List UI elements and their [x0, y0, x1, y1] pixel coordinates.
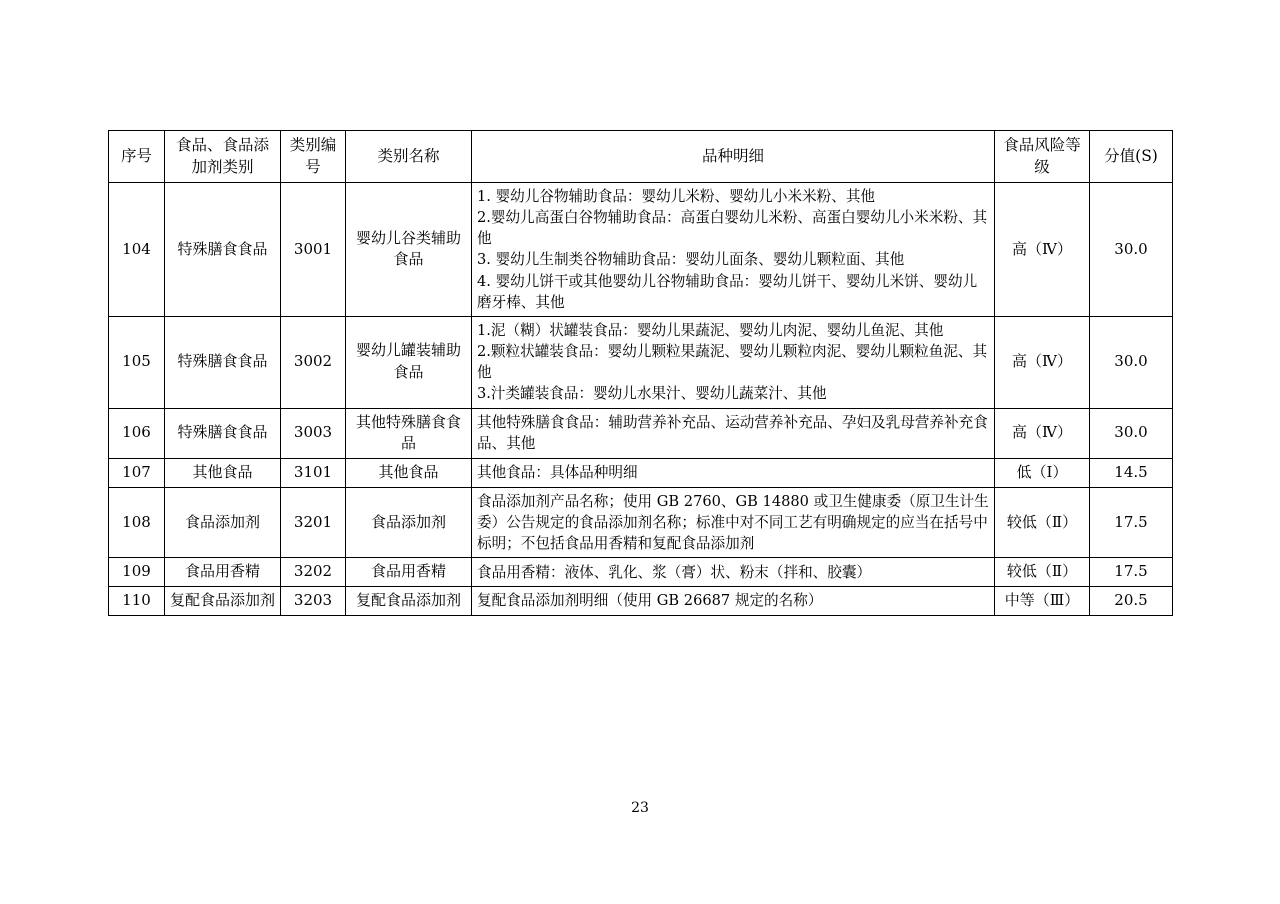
cell-code: 3003	[281, 408, 346, 459]
cell-code: 3202	[281, 558, 346, 587]
cell-detail	[472, 182, 995, 316]
table-body	[109, 182, 1173, 615]
detail-line: 4. 婴幼儿饼干或其他婴幼儿谷物辅助食品：婴幼儿饼干、婴幼儿米饼、婴幼儿磨牙棒、其他	[477, 272, 978, 311]
cell-score: 30.0	[1090, 408, 1173, 459]
cell-category: 食品用香精	[165, 558, 281, 587]
cell-code: 3002	[281, 316, 346, 408]
cell-score: 17.5	[1090, 487, 1173, 557]
cell-risk: 较低（Ⅱ）	[995, 487, 1090, 557]
table-row	[109, 558, 1173, 587]
detail-line: 食品添加剂产品名称；使用 GB 2760、GB 14880 或卫生健康委（原卫生计生委）公告规定的食品添加剂名称；标准中对不同工艺有明确规定的应当在括号中标明；不包括食品用香精和复配食品添加剂	[477, 492, 989, 553]
cell-detail	[472, 408, 995, 459]
cell-category-name: 婴幼儿谷类辅助食品	[346, 182, 472, 316]
cell-detail	[472, 586, 995, 615]
header-category: 食品、食品添加剂类别	[165, 131, 281, 183]
cell-category-name: 婴幼儿罐装辅助食品	[346, 316, 472, 408]
table-row	[109, 487, 1173, 557]
cell-risk: 较低（Ⅱ）	[995, 558, 1090, 587]
cell-score: 14.5	[1090, 459, 1173, 488]
cell-score: 30.0	[1090, 316, 1173, 408]
header-category-name: 类别名称	[346, 131, 472, 183]
food-category-table-container	[108, 130, 1172, 616]
cell-category: 其他食品	[165, 459, 281, 488]
food-category-table	[108, 130, 1173, 616]
detail-line: 1. 婴幼儿谷物辅助食品：婴幼儿米粉、婴幼儿小米米粉、其他	[477, 187, 876, 205]
table-row	[109, 182, 1173, 316]
detail-line: 其他食品：具体品种明细	[477, 464, 638, 482]
cell-category-name: 其他食品	[346, 459, 472, 488]
detail-line: 2.颗粒状罐装食品：婴幼儿颗粒果蔬泥、婴幼儿颗粒肉泥、婴幼儿颗粒鱼泥、其他	[477, 343, 988, 382]
cell-detail	[472, 459, 995, 488]
detail-line: 其他特殊膳食食品：辅助营养补充品、运动营养补充品、孕妇及乳母营养补充食品、其他	[477, 414, 988, 453]
cell-category: 食品添加剂	[165, 487, 281, 557]
cell-category: 特殊膳食食品	[165, 182, 281, 316]
cell-detail	[472, 316, 995, 408]
header-detail: 品种明细	[472, 131, 995, 183]
cell-code: 3201	[281, 487, 346, 557]
detail-line: 食品用香精：液体、乳化、浆（膏）状、粉末（拌和、胶囊）	[477, 563, 872, 581]
cell-category-name: 食品添加剂	[346, 487, 472, 557]
cell-score: 30.0	[1090, 182, 1173, 316]
cell-category-name: 其他特殊膳食食品	[346, 408, 472, 459]
table-row	[109, 459, 1173, 488]
cell-seq: 109	[109, 558, 165, 587]
cell-code: 3001	[281, 182, 346, 316]
cell-seq: 110	[109, 586, 165, 615]
cell-risk: 低（Ⅰ）	[995, 459, 1090, 488]
cell-detail	[472, 558, 995, 587]
cell-seq: 106	[109, 408, 165, 459]
cell-risk: 中等（Ⅲ）	[995, 586, 1090, 615]
cell-risk: 高（Ⅳ）	[995, 408, 1090, 459]
header-score: 分值(S)	[1090, 131, 1173, 183]
cell-seq: 108	[109, 487, 165, 557]
cell-seq: 105	[109, 316, 165, 408]
cell-category: 特殊膳食食品	[165, 408, 281, 459]
detail-line: 3. 婴幼儿生制类谷物辅助食品：婴幼儿面条、婴幼儿颗粒面、其他	[477, 251, 905, 269]
cell-risk: 高（Ⅳ）	[995, 316, 1090, 408]
header-seq: 序号	[109, 131, 165, 183]
cell-risk: 高（Ⅳ）	[995, 182, 1090, 316]
cell-category-name: 复配食品添加剂	[346, 586, 472, 615]
cell-code: 3203	[281, 586, 346, 615]
header-code: 类别编号	[281, 131, 346, 183]
detail-line: 3.汁类罐装食品：婴幼儿水果汁、婴幼儿蔬菜汁、其他	[477, 385, 827, 403]
table-row	[109, 408, 1173, 459]
cell-category-name: 食品用香精	[346, 558, 472, 587]
table-row	[109, 586, 1173, 615]
cell-seq: 104	[109, 182, 165, 316]
cell-category: 特殊膳食食品	[165, 316, 281, 408]
detail-line: 复配食品添加剂明细（使用 GB 26687 规定的名称）	[477, 592, 823, 610]
table-row	[109, 316, 1173, 408]
page-number: 23	[631, 800, 649, 816]
header-risk: 食品风险等级	[995, 131, 1090, 183]
cell-score: 20.5	[1090, 586, 1173, 615]
detail-line: 1.泥（糊）状罐装食品：婴幼儿果蔬泥、婴幼儿肉泥、婴幼儿鱼泥、其他	[477, 321, 944, 339]
table-header	[109, 131, 1173, 183]
cell-seq: 107	[109, 459, 165, 488]
cell-score: 17.5	[1090, 558, 1173, 587]
detail-line: 2.婴幼儿高蛋白谷物辅助食品：高蛋白婴幼儿米粉、高蛋白婴幼儿小米米粉、其他	[477, 209, 988, 248]
cell-code: 3101	[281, 459, 346, 488]
cell-detail	[472, 487, 995, 557]
table-header-row	[109, 131, 1173, 183]
cell-category: 复配食品添加剂	[165, 586, 281, 615]
